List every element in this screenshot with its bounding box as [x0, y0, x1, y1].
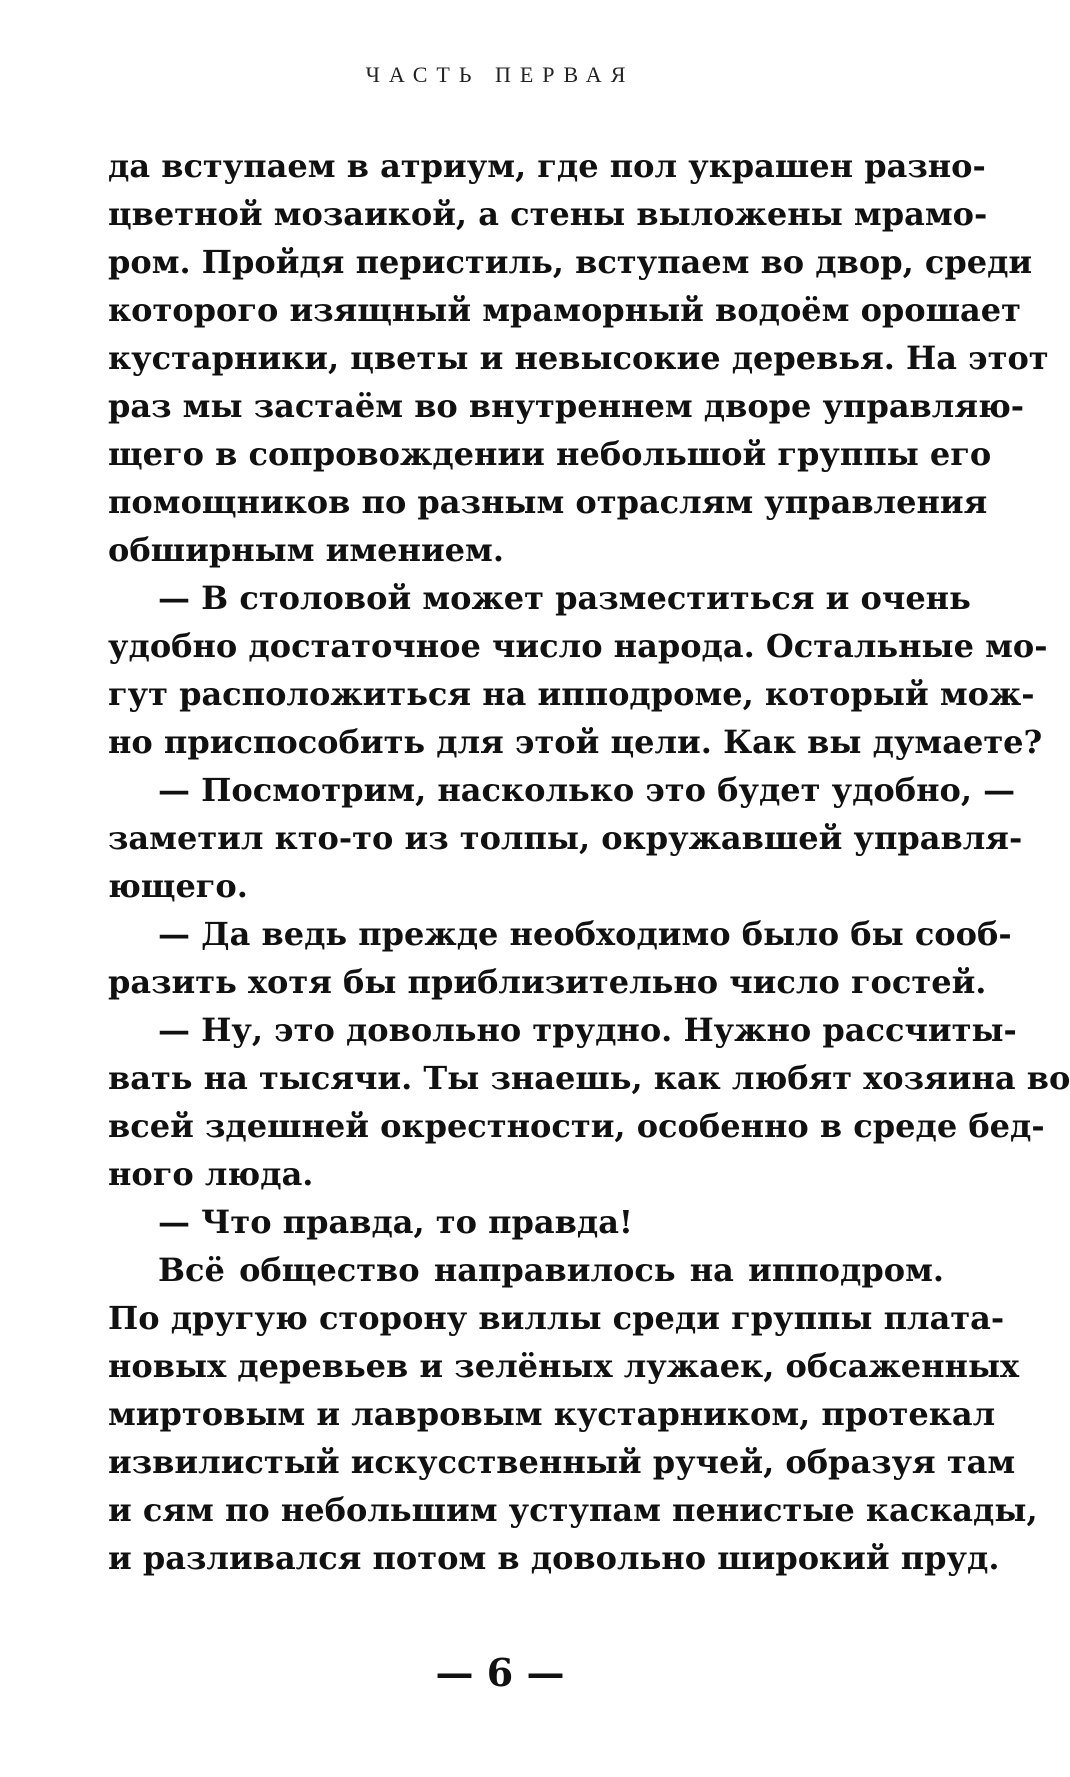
- text-line: щего в сопровождении небольшой группы его: [108, 435, 992, 473]
- paragraph: [108, 1198, 944, 1246]
- text-line: новых деревьев и зелёных лужаек, обсаженных: [108, 1347, 1020, 1385]
- text-line: ющего.: [108, 867, 248, 905]
- text-line: помощников по разным отраслям управления: [108, 483, 988, 521]
- text-line: ром. Пройдя перистиль, вступаем во двор, среди: [108, 243, 1033, 281]
- text-line: всей здешней окрестности, особенно в среде бед-: [108, 1107, 1045, 1145]
- text-line: да вступаем в атриум, где пол украшен разно-: [108, 147, 986, 185]
- text-line: гут расположиться на ипподроме, который мож-: [108, 675, 1035, 713]
- text-line: — Посмотрим, насколько это будет удобно, —: [158, 771, 1016, 809]
- text-line: — Что правда, то правда!: [158, 1203, 633, 1241]
- text-line: раз мы застаём во внутреннем дворе управляю-: [108, 387, 1025, 425]
- paragraph: [108, 574, 1048, 766]
- text-line: Всё общество направилось на ипподром.: [158, 1251, 944, 1289]
- running-head: ЧАСТЬ ПЕРВАЯ: [365, 62, 635, 87]
- page-number: — 6 —: [435, 1650, 565, 1695]
- text-line: разить хотя бы приблизительно число гостей.: [108, 963, 987, 1001]
- text-line: кустарники, цветы и невысокие деревья. На этот: [108, 339, 1049, 377]
- paragraph: [108, 766, 1023, 910]
- text-line: — В столовой может разместиться и очень: [158, 579, 971, 617]
- text-line: миртовым и лавровым кустарником, протекал: [108, 1395, 996, 1433]
- text-line: но приспособить для этой цели. Как вы думаете?: [108, 723, 1043, 761]
- paragraph: [108, 142, 1049, 574]
- text-line: удобно достаточное число народа. Остальные мо-: [108, 627, 1048, 665]
- paragraph: [108, 1006, 1070, 1198]
- text-line: извилистый искусственный ручей, образуя там: [108, 1443, 1016, 1481]
- text-line: и сям по небольшим уступам пенистые каскады,: [108, 1491, 1038, 1529]
- text-line: По другую сторону виллы среди группы плата-: [108, 1299, 1005, 1337]
- paragraph: [108, 1246, 1038, 1582]
- text-line: которого изящный мраморный водоём орошает: [108, 291, 1021, 329]
- body-text: [108, 142, 1070, 1582]
- text-line: обширным имением.: [108, 531, 504, 569]
- text-line: — Ну, это довольно трудно. Нужно рассчиты-: [158, 1011, 1017, 1049]
- paragraph: [108, 910, 1012, 1006]
- text-line: и разливался потом в довольно широкий пруд.: [108, 1539, 1000, 1577]
- text-line: заметил кто-то из толпы, окружавшей управля-: [108, 819, 1023, 857]
- text-line: ного люда.: [108, 1155, 314, 1193]
- text-line: вать на тысячи. Ты знаешь, как любят хозяина во: [108, 1059, 1070, 1097]
- text-line: — Да ведь прежде необходимо было бы сооб-: [158, 915, 1012, 953]
- text-line: цветной мозаикой, а стены выложены мрамо-: [108, 195, 988, 233]
